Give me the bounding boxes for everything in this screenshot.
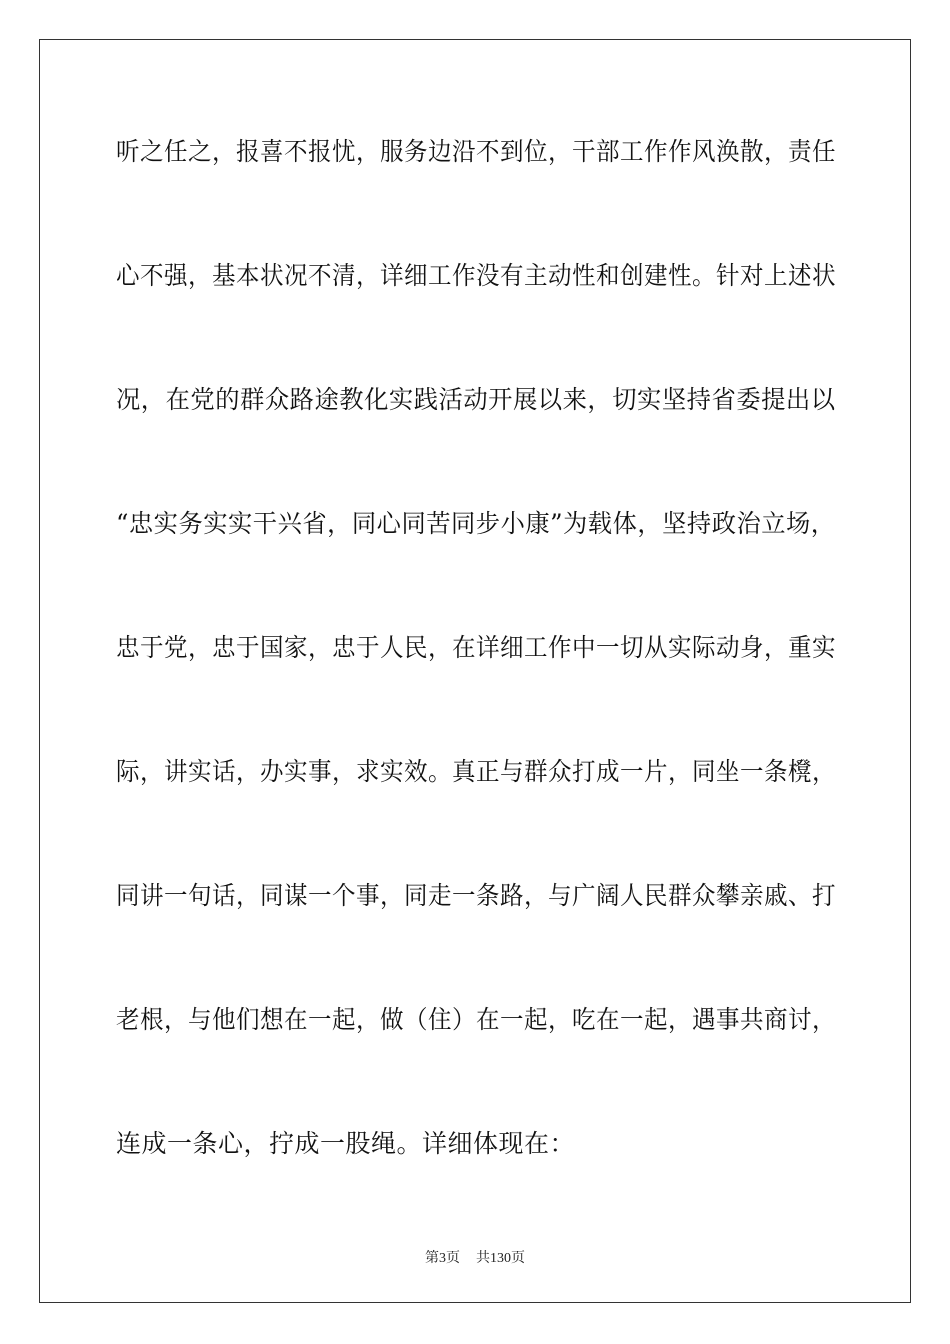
page-total: 共130页 bbox=[476, 1251, 525, 1266]
text-line-7: 同讲一句话，同谋一个事，同走一条路，与广阔人民群众攀亲戚、打 bbox=[116, 881, 837, 910]
text-line-5: 忠于党，忠于国家，忠于人民，在详细工作中一切从实际动身，重实 bbox=[116, 633, 837, 662]
page-number: 第3页 bbox=[425, 1251, 460, 1266]
text-line-1: 听之任之，报喜不报忧，服务边沿不到位，干部工作作风涣散，责任 bbox=[116, 137, 837, 166]
text-line-9: 连成一条心，拧成一股绳。详细体现在： bbox=[116, 1129, 576, 1158]
text-line-8: 老根，与他们想在一起，做（住）在一起，吃在一起，遇事共商讨， bbox=[116, 1005, 837, 1034]
text-line-4: “忠实务实实干兴省，同心同苦同步小康”为载体，坚持政治立场， bbox=[116, 509, 836, 538]
page-frame bbox=[39, 39, 911, 1303]
text-line-6: 际，讲实话，办实事，求实效。真正与群众打成一片，同坐一条櫈， bbox=[116, 757, 837, 786]
page-footer bbox=[0, 1250, 950, 1268]
text-line-3: 况，在党的群众路途教化实践活动开展以来，切实坚持省委提出以 bbox=[116, 385, 836, 414]
text-line-2: 心不强，基本状况不清，详细工作没有主动性和创建性。针对上述状 bbox=[116, 261, 837, 290]
